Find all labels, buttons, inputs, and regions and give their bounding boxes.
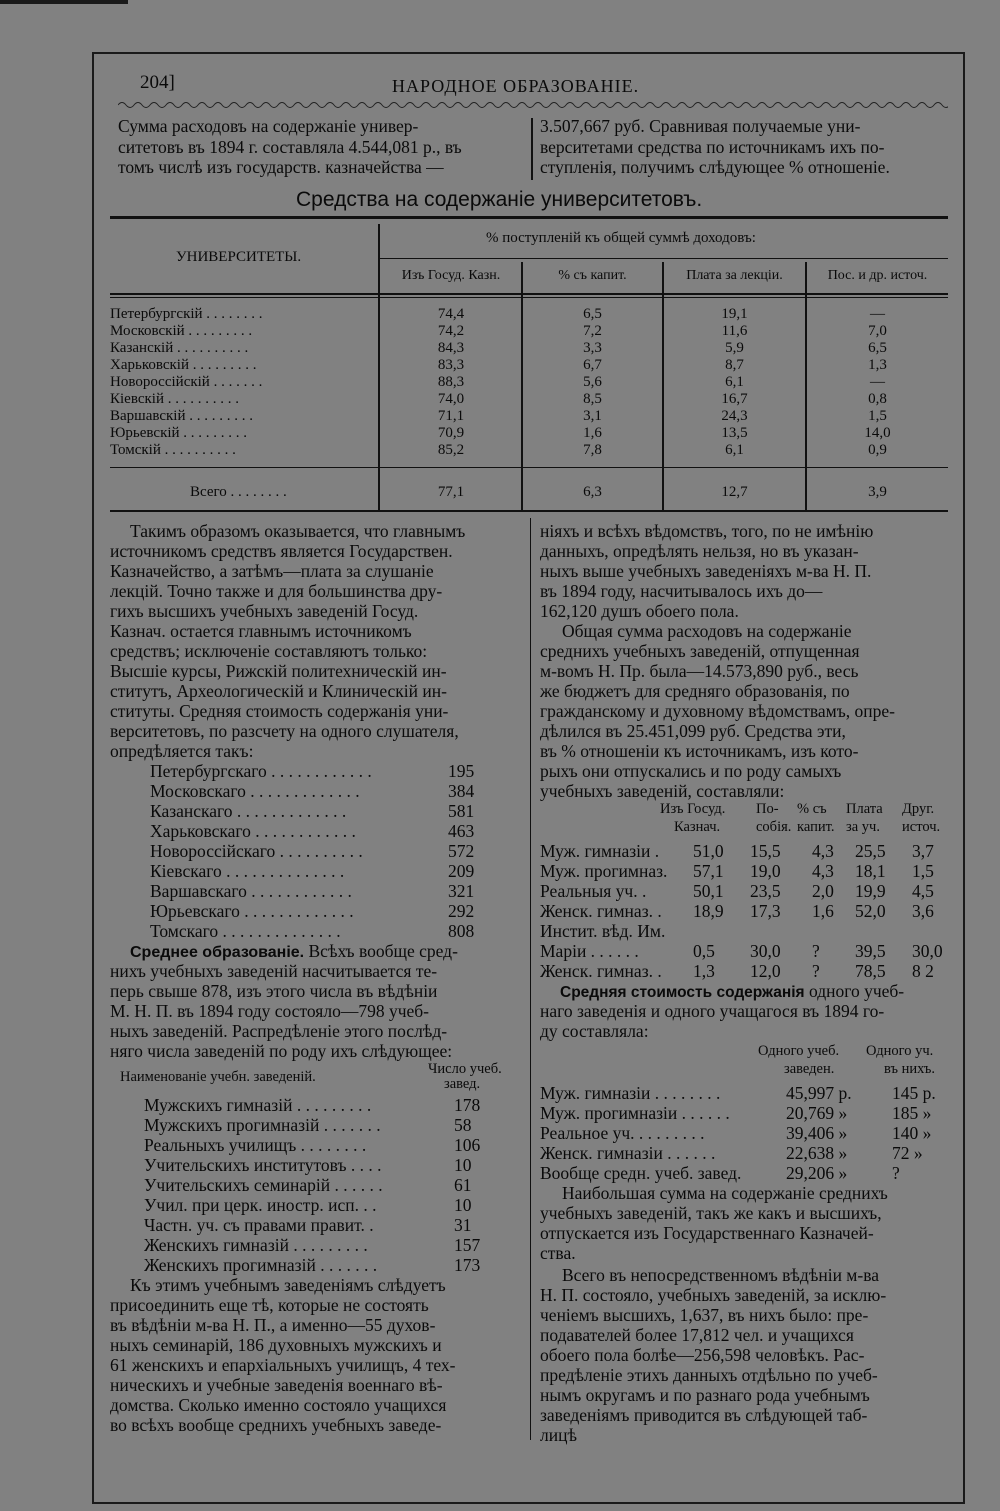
paragraph-line: перь свыше 878, изъ этого числа въ вѣдѣніи	[110, 981, 438, 1001]
src-col-header: Изъ Госуд.	[660, 801, 726, 817]
cost-row-value: ?	[892, 1163, 900, 1183]
table-cell: 74,4	[437, 306, 465, 322]
table-cell: 71,1	[437, 408, 465, 424]
src-cell: 18,1	[855, 861, 886, 881]
paragraph-line: м-вомъ Н. Пр. была—14.573,890 руб., весь	[540, 661, 859, 681]
table-row-label: Московскій . . . . . . . . .	[110, 323, 253, 339]
intro-line: ситетовъ въ 1894 г. составляла 4.544,081 р., въ	[118, 136, 462, 157]
paragraph-line: Къ этимъ учебнымъ заведеніямъ слѣдуетъ	[130, 1275, 446, 1295]
table-col-header: % съ капит.	[558, 268, 627, 283]
src-cell: 19,9	[855, 881, 886, 901]
src-cell: 1,5	[912, 861, 934, 881]
cost-row-label: Петербургскаго . . . . . . . . . . . .	[150, 761, 372, 781]
table-cell: 6,5	[583, 306, 602, 322]
table-cell: —	[870, 374, 885, 390]
section-heading: Среднее образованіе.	[130, 944, 305, 961]
paragraph-line: среднихъ учебныхъ заведеній, отпущенная	[540, 641, 860, 661]
intro-line: верситетами средства по источникамъ ихъ по-	[540, 136, 885, 157]
cost-row-label: Муж. прогимназіи . . . . . .	[540, 1103, 730, 1123]
src-cell: 1,3	[693, 961, 715, 981]
table-cell: 1,3	[868, 357, 887, 373]
table-cell: 16,7	[721, 391, 748, 407]
table-total-label: Всего . . . . . . . .	[190, 484, 287, 500]
table-cell: 6,5	[868, 340, 887, 356]
cost-row-value: 572	[448, 841, 475, 861]
cost-row-label: Казанскаго . . . . . . . . . . . . .	[150, 801, 347, 821]
paragraph-line: 61 женскихъ и епархіальныхъ училищъ, 4 тех-	[110, 1355, 456, 1375]
src-col-header: за уч.	[846, 819, 880, 835]
table-cell: 13,5	[721, 425, 748, 441]
src-cell: ?	[812, 941, 820, 961]
paragraph-line: отпускается изъ Государственнаго Казначей-	[540, 1223, 874, 1243]
table-col-header: Пос. и др. источ.	[827, 268, 928, 283]
paragraph-line: предѣленіе этихъ данныхъ отдѣльно по учеб-	[540, 1365, 878, 1385]
src-cell: 51,0	[693, 841, 724, 861]
inst-row-label: Частн. уч. съ правами правит. .	[144, 1215, 374, 1235]
src-cell: 4,3	[812, 861, 834, 881]
table-header-universities: УНИВЕРСИТЕТЫ.	[176, 249, 302, 265]
paragraph-text: одного учеб-	[804, 981, 905, 1001]
paragraph-line: во всѣхъ вообще среднихъ учебныхъ заведе-	[110, 1415, 442, 1435]
cost-row-value: 29,206 »	[786, 1163, 848, 1183]
cost-row-value: 209	[448, 861, 475, 881]
src-cell: 15,5	[750, 841, 781, 861]
table-cell: 7,8	[583, 442, 602, 458]
table-vline	[378, 224, 380, 510]
paragraph-line: источникомъ средствъ является Государствен.	[110, 541, 453, 561]
intro-right	[540, 116, 950, 178]
running-header: НАРОДНОЕ ОБРАЗОВАНІЕ.	[392, 76, 640, 96]
table-cell: 1,6	[583, 425, 602, 441]
inst-row-label: Учительскихъ семинарій . . . . . .	[144, 1175, 383, 1195]
inst-row-label: Реальныхъ училищъ . . . . . . . .	[144, 1135, 367, 1155]
paragraph-line: заведеніямъ приводится въ слѣдующей таб-	[540, 1405, 868, 1425]
src-cell: 23,5	[750, 881, 781, 901]
cost-row-value: 45,997 р.	[786, 1083, 852, 1103]
table-row-label: Петербургскій . . . . . . . .	[110, 306, 263, 322]
section-heading: Средняя стоимость содержанія	[560, 984, 805, 1001]
paragraph-line: обоего пола болѣе—256,598 человѣкъ. Рас-	[540, 1345, 865, 1365]
src-cell: 39,5	[855, 941, 886, 961]
inst-row-value: 106	[454, 1135, 481, 1155]
paragraph-line: ду составляла:	[540, 1021, 649, 1041]
cost-row-label: Томскаго . . . . . . . . . . . . . .	[150, 921, 341, 941]
src-cell: 3,6	[912, 901, 934, 921]
src-cell: 78,5	[855, 961, 886, 981]
table-col-header: Плата за лекціи.	[686, 268, 783, 283]
cost-col-header: заведен.	[784, 1061, 835, 1077]
src-cell: ?	[812, 961, 820, 981]
inst-row-value: 61	[454, 1175, 472, 1195]
cost-row-label: Реальное уч. . . . . . . . .	[540, 1123, 705, 1143]
paragraph-line: данныхъ, опредѣлять нельзя, но въ указан-	[540, 541, 859, 561]
src-cell: 57,1	[693, 861, 724, 881]
table-cell: 1,5	[868, 408, 887, 424]
src-cell: 4,5	[912, 881, 934, 901]
src-col-header: Плата	[846, 801, 883, 817]
paragraph-line: же бюджетъ для средняго образованія, по	[540, 681, 850, 701]
table-total-cell: 77,1	[437, 484, 465, 500]
cost-row-value: 140 »	[892, 1123, 932, 1143]
inst-row-label: Женскихъ гимназій . . . . . . . . .	[144, 1235, 368, 1255]
paragraph-line: средствъ; исключеніе составляютъ только:	[110, 641, 428, 661]
paragraph-line: ныхъ семинарій, 186 духовныхъ мужскихъ и	[110, 1335, 442, 1355]
src-cell: 0,5	[693, 941, 715, 961]
table-cell: 8,7	[725, 357, 744, 373]
paragraph-line: дѣлился въ 25.451,099 руб. Средства эти,	[540, 721, 846, 741]
src-row-label: Маріи . . . . . .	[540, 941, 639, 961]
paragraph-line: гихъ высшихъ учебныхъ заведеній Госуд.	[110, 601, 419, 621]
src-cell: 18,9	[693, 901, 724, 921]
cost-row-value: 321	[448, 881, 475, 901]
cost-row-value: 39,406 »	[786, 1123, 848, 1143]
table-cell: 88,3	[437, 374, 465, 390]
src-row-label: Муж. гимназіи .	[540, 841, 660, 861]
table-cell: 0,9	[868, 442, 887, 458]
inst-row-value: 10	[454, 1155, 472, 1175]
inst-row-label: Учительскихъ институтовъ . . . .	[144, 1155, 382, 1175]
cost-col-header: въ нихъ.	[884, 1061, 935, 1077]
table-cell: 14,0	[864, 425, 891, 441]
table-cell: 24,3	[721, 408, 748, 424]
src-col-header: капит.	[797, 819, 835, 835]
src-cell: 1,6	[812, 901, 834, 921]
table-cell: 7,2	[583, 323, 602, 339]
page-number: 204]	[140, 72, 175, 93]
src-cell: 12,0	[750, 961, 781, 981]
src-cell: 30,0	[912, 941, 943, 961]
table-total-rule	[110, 467, 948, 468]
cost-row-value: 72 »	[892, 1143, 923, 1163]
cost-col-header: Одного уч.	[866, 1043, 934, 1059]
table-row-label: Харьковскій . . . . . . . . .	[110, 357, 257, 373]
inst-row-value: 10	[454, 1195, 472, 1215]
paragraph-line: ства.	[540, 1243, 576, 1263]
paragraph-line: Всего въ непосредственномъ вѣдѣніи м-ва	[562, 1265, 880, 1285]
cost-row-value: 384	[448, 781, 475, 801]
paragraph-line: ніяхъ и всѣхъ вѣдомствъ, того, по не имѣнію	[540, 521, 874, 541]
paragraph-line: ститутъ, Археологическій и Клиническій ин-	[110, 681, 447, 701]
inst-row-value: 157	[454, 1235, 481, 1255]
src-cell: 19,0	[750, 861, 781, 881]
paragraph-line: рыхъ они отпускались и по роду самыхъ	[540, 761, 842, 781]
src-cell: 30,0	[750, 941, 781, 961]
table-cell: 70,9	[437, 425, 465, 441]
src-cell: 17,3	[750, 901, 781, 921]
paragraph-line: М. Н. П. въ 1894 году состояло—798 учеб-	[110, 1001, 429, 1021]
cost-row-value: 195	[448, 761, 475, 781]
table-cell: 6,7	[583, 357, 602, 373]
src-row-label: Инстит. вѣд. Им.	[540, 921, 666, 941]
column-divider	[531, 118, 533, 180]
cost-row-label: Харьковскаго . . . . . . . . . . . .	[150, 821, 356, 841]
inst-row-value: 178	[454, 1095, 481, 1115]
paragraph-line: лицѣ	[540, 1425, 577, 1445]
paragraph-line: учебныхъ заведеній, такъ же какъ и высшихъ,	[540, 1203, 882, 1223]
cost-row-value: 145 р.	[892, 1083, 936, 1103]
src-row-label: Женск. гимназ. .	[540, 961, 662, 981]
paragraph-line: Казначейство, а затѣмъ—плата за слушаніе	[110, 561, 434, 581]
inst-row-label: Мужскихъ гимназій . . . . . . . . .	[144, 1095, 372, 1115]
src-cell: 25,5	[855, 841, 886, 861]
paragraph-line: наго заведенія и одного учащагося въ 1894 го-	[540, 1001, 885, 1021]
src-col-header: % съ	[797, 801, 827, 817]
cost-row-value: 581	[448, 801, 475, 821]
table-top-rule	[110, 216, 948, 219]
cost-row-label: Варшавскаго . . . . . . . . . . . .	[150, 881, 352, 901]
table-cell: 3,3	[583, 340, 602, 356]
table-cell: —	[870, 306, 885, 322]
top-rule	[0, 0, 128, 4]
table-cell: 5,6	[583, 374, 602, 390]
paragraph-line: ныхъ заведеній. Распредѣленіе этого послѣд-	[110, 1021, 448, 1041]
cost-row-label: Кіевскаго . . . . . . . . . . . . . .	[150, 861, 345, 881]
table-cell: 83,3	[437, 357, 465, 373]
paragraph-line: Наибольшая сумма на содержаніе среднихъ	[562, 1183, 888, 1203]
cost-col-header: Одного учеб.	[758, 1043, 840, 1059]
paragraph-line: ченіемъ высшихъ, 1,637, въ нихъ было: пре-	[540, 1305, 869, 1325]
inst-row-value: 58	[454, 1115, 472, 1135]
table-header-rule-2	[110, 297, 948, 298]
paragraph-line: подавателей более 17,812 чел. и учащихся	[540, 1325, 854, 1345]
cost-row-label: Муж. гимназіи . . . . . . . .	[540, 1083, 721, 1103]
src-col-header: По-	[756, 801, 779, 817]
cost-row-value: 808	[448, 921, 475, 941]
paragraph-line: ституты. Средняя стоимость содержанія уни-	[110, 701, 449, 721]
table-row-label: Казанскій . . . . . . . . . .	[110, 340, 249, 356]
table-total-cell: 6,3	[583, 484, 602, 500]
table-row-label: Варшавскій . . . . . . . . .	[110, 408, 254, 424]
inst-row-value: 173	[454, 1255, 481, 1275]
table-bottom-rule	[110, 510, 948, 512]
paragraph-line: гражданскому и духовному вѣдомствамъ, опре-	[540, 701, 895, 721]
cost-row-value: 22,638 »	[786, 1143, 848, 1163]
inst-header-count: завед.	[444, 1076, 481, 1092]
table-col-header: Изъ Госуд. Казн.	[401, 268, 501, 283]
paragraph-line: Общая сумма расходовъ на содержаніе	[562, 621, 852, 641]
cost-row-value: 292	[448, 901, 475, 921]
table-cell: 74,0	[437, 391, 465, 407]
src-col-header: собія.	[756, 819, 792, 835]
paragraph-line: опредѣляется такъ:	[110, 741, 254, 761]
intro-left	[118, 116, 526, 178]
src-cell: 8 2	[912, 961, 934, 981]
table-cell: 7,0	[868, 323, 887, 339]
src-row-label: Муж. прогимназ.	[540, 861, 668, 881]
paragraph-line: няго числа заведеній по роду ихъ слѣдующее:	[110, 1041, 453, 1061]
inst-row-label: Женскихъ прогимназій . . . . . . .	[144, 1255, 378, 1275]
table-title: Средства на содержаніе университетовъ.	[296, 188, 703, 211]
table-header-percent: % поступленій къ общей суммѣ доходовъ:	[486, 230, 756, 246]
paragraph-line: Такимъ образомъ оказывается, что главнымъ	[130, 521, 466, 541]
table-cell: 19,1	[721, 306, 748, 322]
intro-line: ступленія, получимъ слѣдующее % отношеніе.	[540, 157, 890, 177]
intro-line: томъ числѣ изъ государств. казначейства —	[118, 157, 444, 177]
table-row-label: Новороссійскій . . . . . . .	[110, 374, 263, 390]
src-cell: 3,7	[912, 841, 934, 861]
paragraph-line: Н. П. состояло, учебныхъ заведеній, за исклю-	[540, 1285, 887, 1305]
paragraph-line: въ % отношеніи къ источникамъ, изъ кото-	[540, 741, 859, 761]
cost-row-label: Московскаго . . . . . . . . . . . . .	[150, 781, 360, 801]
cost-row-label: Вообще средн. учеб. завед.	[540, 1163, 742, 1183]
table-cell: 6,1	[725, 442, 744, 458]
table-cell: 3,1	[583, 408, 602, 424]
cost-row-value: 20,769 »	[786, 1103, 848, 1123]
table-cell: 84,3	[437, 340, 465, 356]
table-cell: 0,8	[868, 391, 887, 407]
cost-row-label: Юрьевскаго . . . . . . . . . . . . .	[150, 901, 354, 921]
src-cell: 2,0	[812, 881, 834, 901]
table-row-label: Томскій . . . . . . . . . .	[110, 442, 236, 458]
src-row-label: Реальныя уч. .	[540, 881, 647, 901]
paragraph-line	[560, 981, 904, 1002]
table-cell: 6,1	[725, 374, 744, 390]
src-row-label: Женск. гимназ. .	[540, 901, 662, 921]
paragraph-line: Казнач. остается главнымъ источникомъ	[110, 621, 412, 641]
src-cell: 52,0	[855, 901, 886, 921]
paragraph-line: нихъ учебныхъ заведеній насчитывается те-	[110, 961, 438, 981]
paragraph-line: домства. Сколько именно состояло учащихся	[110, 1395, 447, 1415]
paragraph-line: верситетовъ, по разсчету на одного слушателя,	[110, 721, 459, 741]
paragraph-text: Всѣхъ вообще сред-	[304, 941, 458, 961]
inst-row-label: Учил. при церк. иностр. исп. . .	[144, 1195, 377, 1215]
paragraph-line	[130, 941, 458, 962]
cost-row-value: 185 »	[892, 1103, 932, 1123]
column-divider	[530, 518, 531, 1440]
paragraph-line: Высшіе курсы, Рижскій политехническій ин-	[110, 661, 447, 681]
inst-header-name: Наименованіе учебн. заведеній.	[120, 1069, 316, 1085]
cost-row-label: Новороссійскаго . . . . . . . . . .	[150, 841, 363, 861]
inst-header-count: Число учеб.	[428, 1061, 502, 1077]
paragraph-line: присоединить еще тѣ, которые не состоять	[110, 1295, 429, 1315]
src-col-header: Казнач.	[674, 819, 721, 835]
table-cell: 5,9	[725, 340, 744, 356]
cost-row-value: 463	[448, 821, 475, 841]
table-header-rule	[110, 293, 948, 295]
table-cell: 85,2	[437, 442, 465, 458]
inst-row-label: Мужскихъ прогимназій . . . . . . .	[144, 1115, 381, 1135]
paragraph-line: въ 1894 году, насчитывалось ихъ до—	[540, 581, 823, 601]
paragraph-line: ническихъ и учебные заведенія военнаго вѣ-	[110, 1375, 443, 1395]
table-subhead-rule	[380, 258, 948, 259]
table-cell: 8,5	[583, 391, 602, 407]
src-col-header: Друг.	[902, 801, 935, 817]
paragraph-line: въ вѣдѣніи м-ва Н. П., а именно—55 духов-	[110, 1315, 436, 1335]
paragraph-line: ныхъ выше учебныхъ заведеніяхъ м-ва Н. П.	[540, 561, 872, 581]
inst-row-value: 31	[454, 1215, 472, 1235]
table-row-label: Кіевскій . . . . . . . . . .	[110, 391, 239, 407]
src-cell: 4,3	[812, 841, 834, 861]
cost-row-label: Женск. гимназіи . . . . . .	[540, 1143, 716, 1163]
decorative-wavy-rule	[118, 99, 948, 111]
intro-line: 3.507,667 руб. Сравнивая получаемые уни-	[540, 116, 861, 136]
table-row-label: Юрьевскій . . . . . . . . .	[110, 425, 248, 441]
paragraph-line: нымъ округамъ и по разнаго рода учебнымъ	[540, 1385, 870, 1405]
src-cell: 50,1	[693, 881, 724, 901]
table-cell: 74,2	[437, 323, 465, 339]
paragraph-line: лекцій. Точно также и для большинства дру-	[110, 581, 443, 601]
table-total-cell: 12,7	[721, 484, 748, 500]
paragraph-line: учебныхъ заведеній, составляли:	[540, 781, 785, 801]
table-cell: 11,6	[721, 323, 748, 339]
table-total-cell: 3,9	[868, 484, 887, 500]
intro-line: Сумма расходовъ на содержаніе универ-	[118, 116, 419, 136]
paragraph-line: 162,120 душъ обоего пола.	[540, 601, 739, 621]
src-col-header: источ.	[902, 819, 941, 835]
